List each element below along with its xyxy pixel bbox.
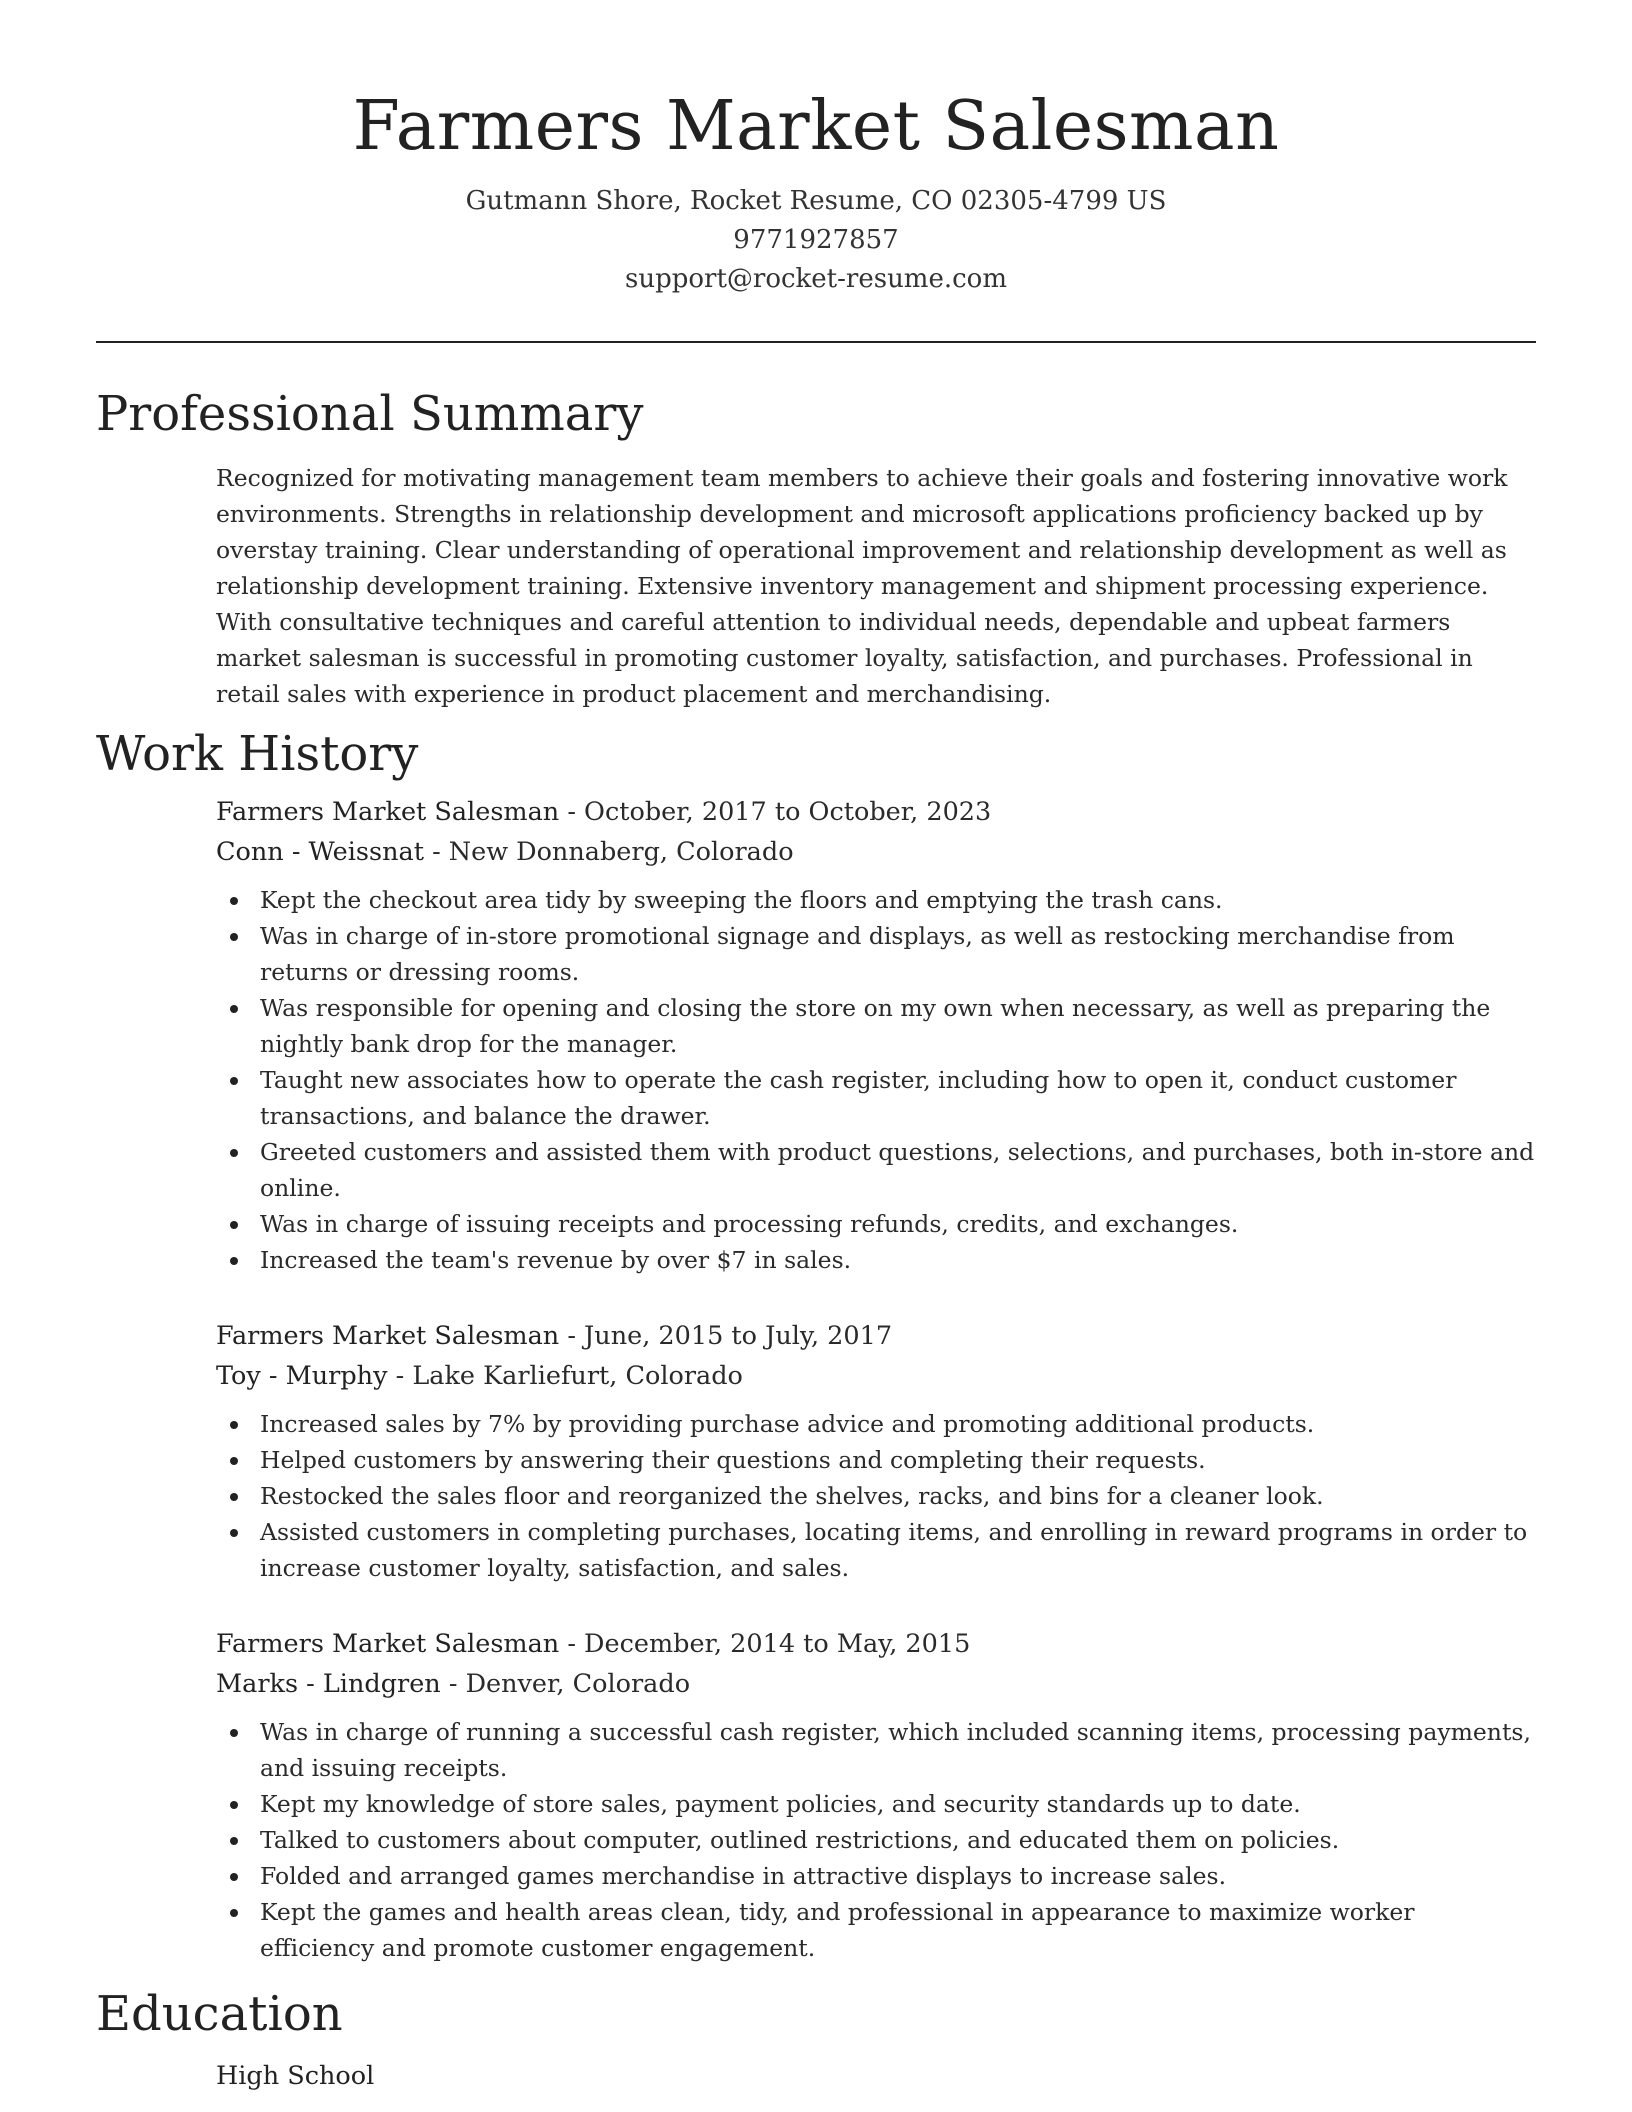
list-item: Was in charge of issuing receipts and processing refunds, credits, and exchanges.	[216, 1206, 1536, 1242]
list-item: Kept the games and health areas clean, tidy, and professional in appearance to maximize worker efficiency and promote customer engagement.	[216, 1894, 1536, 1966]
list-item: Increased the team's revenue by over $7 in sales.	[216, 1242, 1536, 1278]
job-title-line	[216, 792, 1536, 832]
job-dates: June, 2015 to July, 2017	[584, 1321, 893, 1351]
list-item: Taught new associates how to operate the cash register, including how to open it, conduct customer transactions, and balance the drawer.	[216, 1062, 1536, 1134]
job-company: Toy - Murphy	[216, 1361, 388, 1391]
contact-phone: 9771927857	[733, 225, 899, 255]
job-company-line	[216, 832, 1536, 872]
summary-heading: Professional Summary	[96, 386, 644, 442]
list-item: Kept my knowledge of store sales, payment policies, and security standards up to date.	[216, 1786, 1536, 1822]
job-bullets	[216, 1406, 1536, 1586]
job-location: Lake Karliefurt, Colorado	[412, 1361, 743, 1391]
job-title-line	[216, 1316, 1536, 1356]
list-item: Assisted customers in completing purchases, locating items, and enrolling in reward programs in order to increase customer loyalty, satisfaction, and sales.	[216, 1514, 1536, 1586]
list-item: Was responsible for opening and closing the store on my own when necessary, as well as preparing the nightly bank drop for the manager.	[216, 990, 1536, 1062]
job-company-line	[216, 1356, 1536, 1396]
job-title-line	[216, 1624, 1536, 1664]
resume-content	[96, 382, 1536, 2096]
list-item: Increased sales by 7% by providing purchase advice and promoting additional products.	[216, 1406, 1536, 1442]
education-section	[216, 2056, 1536, 2096]
contact-address: Gutmann Shore, Rocket Resume, CO 02305-4799 US	[465, 186, 1167, 216]
candidate-name: Farmers Market Salesman	[352, 87, 1280, 166]
list-item: Was in charge of running a successful cash register, which included scanning items, processing payments, and issuing receipts.	[216, 1714, 1536, 1786]
job-role: Farmers Market Salesman	[216, 797, 560, 827]
contact-email: support@rocket-resume.com	[624, 264, 1007, 294]
list-item: Kept the checkout area tidy by sweeping the floors and emptying the trash cans.	[216, 882, 1536, 918]
contact-info	[96, 182, 1536, 299]
job-company: Marks - Lindgren	[216, 1669, 441, 1699]
work-history-section	[216, 792, 1536, 1966]
job-bullets	[216, 1714, 1536, 1966]
list-item: Talked to customers about computer, outlined restrictions, and educated them on policies.	[216, 1822, 1536, 1858]
education-degree: High School	[216, 2061, 375, 2091]
list-item: Was in charge of in-store promotional signage and displays, as well as restocking merchandise from returns or dressing rooms.	[216, 918, 1536, 990]
job-location: Denver, Colorado	[465, 1669, 691, 1699]
job-bullets	[216, 882, 1536, 1278]
separator: -	[440, 1669, 466, 1699]
list-item: Folded and arranged games merchandise in attractive displays to increase sales.	[216, 1858, 1536, 1894]
summary-text: Recognized for motivating management team members to achieve their goals and fostering innovative work environments. Strengths in relationship development and microsoft applications proficiency backed up by overstay training. Clear understanding of operational improvement and relationship development as well as relationship development training. Extensive inventory management and shipment processing experience. With consultative techniques and careful attention to individual needs, dependable and upbeat farmers market salesman is successful in promoting customer loyalty, satisfaction, and purchases. Professional in retail sales with experience in product placement and merchandising.	[216, 464, 1508, 708]
job-entry	[216, 1316, 1536, 1586]
separator: -	[559, 1321, 585, 1351]
job-company: Conn - Weissnat	[216, 837, 424, 867]
job-location: New Donnaberg, Colorado	[448, 837, 794, 867]
job-dates: October, 2017 to October, 2023	[584, 797, 992, 827]
job-company-line	[216, 1664, 1536, 1704]
list-item: Restocked the sales floor and reorganized the shelves, racks, and bins for a cleaner look.	[216, 1478, 1536, 1514]
list-item: Greeted customers and assisted them with product questions, selections, and purchases, both in-store and online.	[216, 1134, 1536, 1206]
job-role: Farmers Market Salesman	[216, 1321, 560, 1351]
work-history-heading: Work History	[96, 726, 419, 782]
resume-header	[96, 82, 1536, 299]
separator: -	[559, 797, 585, 827]
job-dates: December, 2014 to May, 2015	[584, 1629, 971, 1659]
separator: -	[423, 837, 449, 867]
job-entry	[216, 792, 1536, 1278]
header-divider	[96, 341, 1536, 343]
job-role: Farmers Market Salesman	[216, 1629, 560, 1659]
separator: -	[559, 1629, 585, 1659]
job-entry	[216, 1624, 1536, 1966]
separator: -	[387, 1361, 413, 1391]
list-item: Helped customers by answering their questions and completing their requests.	[216, 1442, 1536, 1478]
education-heading: Education	[96, 1986, 343, 2042]
